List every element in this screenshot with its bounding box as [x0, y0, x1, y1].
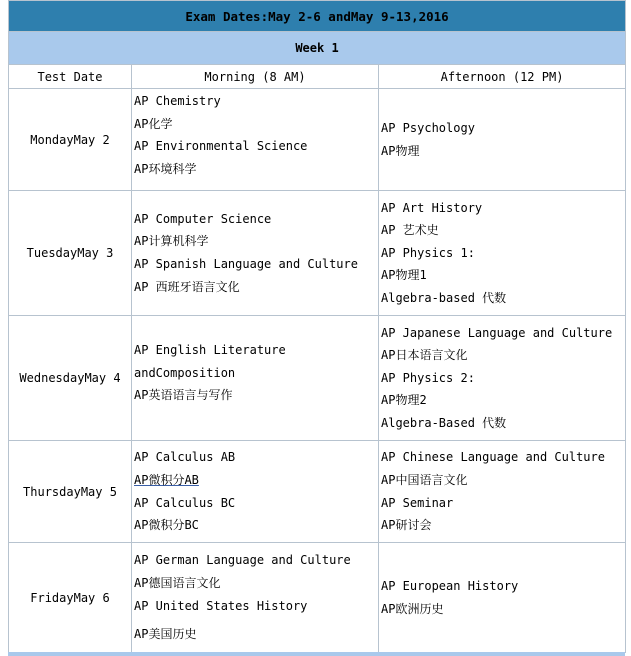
- exam-item: AP English Literature: [134, 343, 286, 357]
- table-row: [9, 316, 626, 441]
- exam-item: AP化学: [134, 116, 173, 131]
- exam-item: AP物理2: [381, 393, 427, 408]
- exam-item: AP 艺术史: [381, 223, 439, 238]
- exam-item: Algebra-based 代数: [381, 290, 507, 305]
- exam-item: AP Calculus BC: [134, 495, 236, 510]
- table-row: [9, 441, 626, 543]
- exam-item: AP欧洲历史: [381, 601, 444, 616]
- exam-item: AP Calculus AB: [134, 450, 236, 465]
- header-test-date: Test Date: [9, 65, 132, 89]
- test-date: FridayMay 6: [9, 543, 132, 653]
- afternoon-exams: [379, 89, 626, 191]
- exam-item: AP计算机科学: [134, 234, 209, 249]
- exam-item: AP Chinese Language and Culture: [381, 450, 605, 465]
- table-row: [9, 89, 626, 191]
- test-date: ThursdayMay 5: [9, 441, 132, 543]
- exam-item: AP环境科学: [134, 161, 197, 176]
- exam-item: AP Art History: [381, 200, 483, 215]
- afternoon-exams: [379, 191, 626, 316]
- next-week-row-edge: [8, 652, 625, 656]
- afternoon-exams: [379, 543, 626, 653]
- table-row: [9, 191, 626, 316]
- exam-item: AP美国历史: [134, 627, 197, 642]
- exam-item: AP中国语言文化: [381, 472, 468, 487]
- test-date: WednesdayMay 4: [9, 316, 132, 441]
- exam-item: AP日本语言文化: [381, 348, 468, 363]
- exam-item: andComposition: [134, 365, 236, 380]
- exam-schedule-table: [8, 0, 626, 653]
- exam-item: AP Spanish Language and Culture: [134, 257, 358, 271]
- morning-exams: [132, 191, 379, 316]
- week-row: [9, 32, 626, 65]
- exam-item: AP物理: [381, 143, 420, 158]
- week-label: Week 1: [9, 32, 626, 65]
- exam-item: AP European History: [381, 578, 519, 593]
- exam-item: AP研讨会: [381, 518, 432, 533]
- exam-item: AP Seminar: [381, 495, 454, 510]
- morning-exams: [132, 89, 379, 191]
- exam-item: AP微积分AB: [134, 472, 199, 487]
- exam-item: AP Environmental Science: [134, 139, 308, 154]
- title-row: [9, 1, 626, 32]
- afternoon-exams: [379, 316, 626, 441]
- exam-item: AP物理1: [381, 268, 427, 283]
- exam-item: Algebra-Based 代数: [381, 415, 507, 430]
- header-row: [9, 65, 626, 89]
- exam-item: AP United States History: [134, 598, 308, 613]
- morning-exams: [132, 441, 379, 543]
- exam-item: AP微积分BC: [134, 518, 199, 533]
- header-morning: Morning (8 AM): [132, 65, 379, 89]
- table-row: [9, 543, 626, 653]
- test-date: MondayMay 2: [9, 89, 132, 191]
- morning-exams: [132, 316, 379, 441]
- exam-item: AP 西班牙语言文化: [134, 279, 240, 294]
- exam-item: AP Physics 1:: [381, 245, 475, 260]
- header-afternoon: Afternoon (12 PM): [379, 65, 626, 89]
- exam-item: AP英语语言与写作: [134, 388, 233, 403]
- exam-item: AP Japanese Language and Culture: [381, 325, 613, 340]
- exam-item: AP Computer Science: [134, 211, 272, 226]
- schedule-title: Exam Dates:May 2-6 andMay 9-13,2016: [9, 1, 626, 32]
- exam-item: AP德国语言文化: [134, 575, 221, 590]
- exam-item: AP Physics 2:: [381, 370, 475, 385]
- exam-item: AP Psychology: [381, 120, 475, 135]
- exam-item: AP German Language and Culture: [134, 553, 351, 568]
- test-date: TuesdayMay 3: [9, 191, 132, 316]
- afternoon-exams: [379, 441, 626, 543]
- exam-item: AP Chemistry: [134, 94, 221, 108]
- morning-exams: [132, 543, 379, 653]
